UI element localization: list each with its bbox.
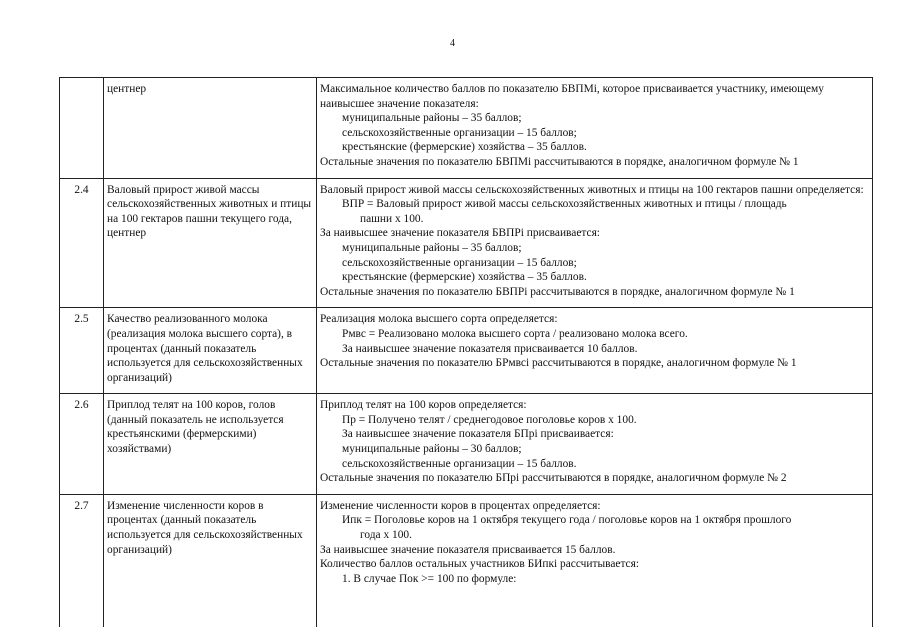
indicator-cell: Приплод телят на 100 коров, голов (данный показатель не используется крестьянскими (фермерскими) хозяйствами) [104, 394, 317, 495]
indicator-cell: Валовый прирост живой массы сельскохозяйственных животных и птицы на 100 гектаров пашни текущего года, центнер [104, 178, 317, 308]
table-row [60, 78, 873, 179]
indicator-cell: Качество реализованного молока (реализация молока высшего сорта), в процентах (данный показатель используется для сельскохозяйственных организаций) [104, 308, 317, 394]
row-number-cell: 2.7 [60, 494, 104, 627]
table-row [60, 494, 873, 627]
method-line: Валовый прирост живой массы сельскохозяйственных животных и птицы на 100 гектаров пашни определяется: [320, 183, 864, 196]
method-line: ВПР = Валовый прирост живой массы сельскохозяйственных животных и птицы / площадь [342, 198, 787, 211]
method-line: крестьянские (фермерские) хозяйства – 35 баллов. [342, 141, 587, 154]
method-line: Ипк = Поголовье коров на 1 октября текущего года / поголовье коров на 1 октября прошлого [342, 514, 792, 527]
table-row [60, 394, 873, 495]
method-line: За наивысшее значение показателя присваивается 10 баллов. [342, 342, 638, 355]
method-line: Пр = Получено телят / среднегодовое поголовье коров х 100. [342, 413, 637, 426]
method-line: сельскохозяйственные организации – 15 баллов. [342, 457, 577, 470]
method-line: года х 100. [360, 529, 412, 542]
method-line: сельскохозяйственные организации – 15 баллов; [342, 256, 577, 269]
method-line: Остальные значения по показателю БВПРi рассчитываются в порядке, аналогичном формуле № 1 [320, 285, 795, 298]
row-number-cell [60, 78, 104, 179]
method-line: 1. В случае Пок >= 100 по формуле: [342, 572, 517, 585]
row-number-cell: 2.5 [60, 308, 104, 394]
table-row [60, 308, 873, 394]
method-cell [317, 308, 873, 394]
method-cell [317, 178, 873, 308]
method-line: Остальные значения по показателю БРмвсi рассчитываются в порядке, аналогичном формуле № 1 [320, 357, 797, 370]
method-line: муниципальные районы – 30 баллов; [342, 443, 522, 456]
method-line: Максимальное количество баллов по показателю БВПМi, которое присваивается участнику, имеющему наивысшее значение показателя: [320, 83, 824, 110]
method-line: сельскохозяйственные организации – 15 баллов; [342, 126, 577, 139]
method-line: пашни x 100. [360, 212, 424, 225]
method-line: За наивысшее значение показателя БВПРi присваивается: [320, 227, 600, 240]
row-number-cell: 2.4 [60, 178, 104, 308]
method-line: Рмвс = Реализовано молока высшего сорта / реализовано молока всего. [342, 327, 688, 340]
method-line: Реализация молока высшего сорта определяется: [320, 313, 558, 326]
indicator-cell: центнер [104, 78, 317, 179]
method-line: Остальные значения по показателю БПрi рассчитываются в порядке, аналогичном формуле № 2 [320, 472, 787, 485]
table-row [60, 178, 873, 308]
method-line: муниципальные районы – 35 баллов; [342, 112, 522, 125]
method-line: Приплод телят на 100 коров определяется: [320, 399, 527, 412]
criteria-table [59, 77, 873, 627]
method-line: За наивысшее значение показателя БПрi присваивается: [342, 428, 614, 441]
method-line: За наивысшее значение показателя присваивается 15 баллов. [320, 543, 616, 556]
method-cell [317, 394, 873, 495]
method-line: Изменение численности коров в процентах определяется: [320, 499, 601, 512]
row-number-cell: 2.6 [60, 394, 104, 495]
method-line: Остальные значения по показателю БВПМi рассчитываются в порядке, аналогичном формуле № 1 [320, 155, 799, 168]
indicator-cell: Изменение численности коров в процентах (данный показатель используется для сельскохозяйственных организаций) [104, 494, 317, 627]
method-line: крестьянские (фермерские) хозяйства – 35 баллов. [342, 271, 587, 284]
method-line: муниципальные районы – 35 баллов; [342, 241, 522, 254]
method-line: Количество баллов остальных участников БИпкi рассчитывается: [320, 558, 640, 571]
method-cell [317, 494, 873, 627]
page-number: 4 [450, 38, 455, 49]
method-cell [317, 78, 873, 179]
